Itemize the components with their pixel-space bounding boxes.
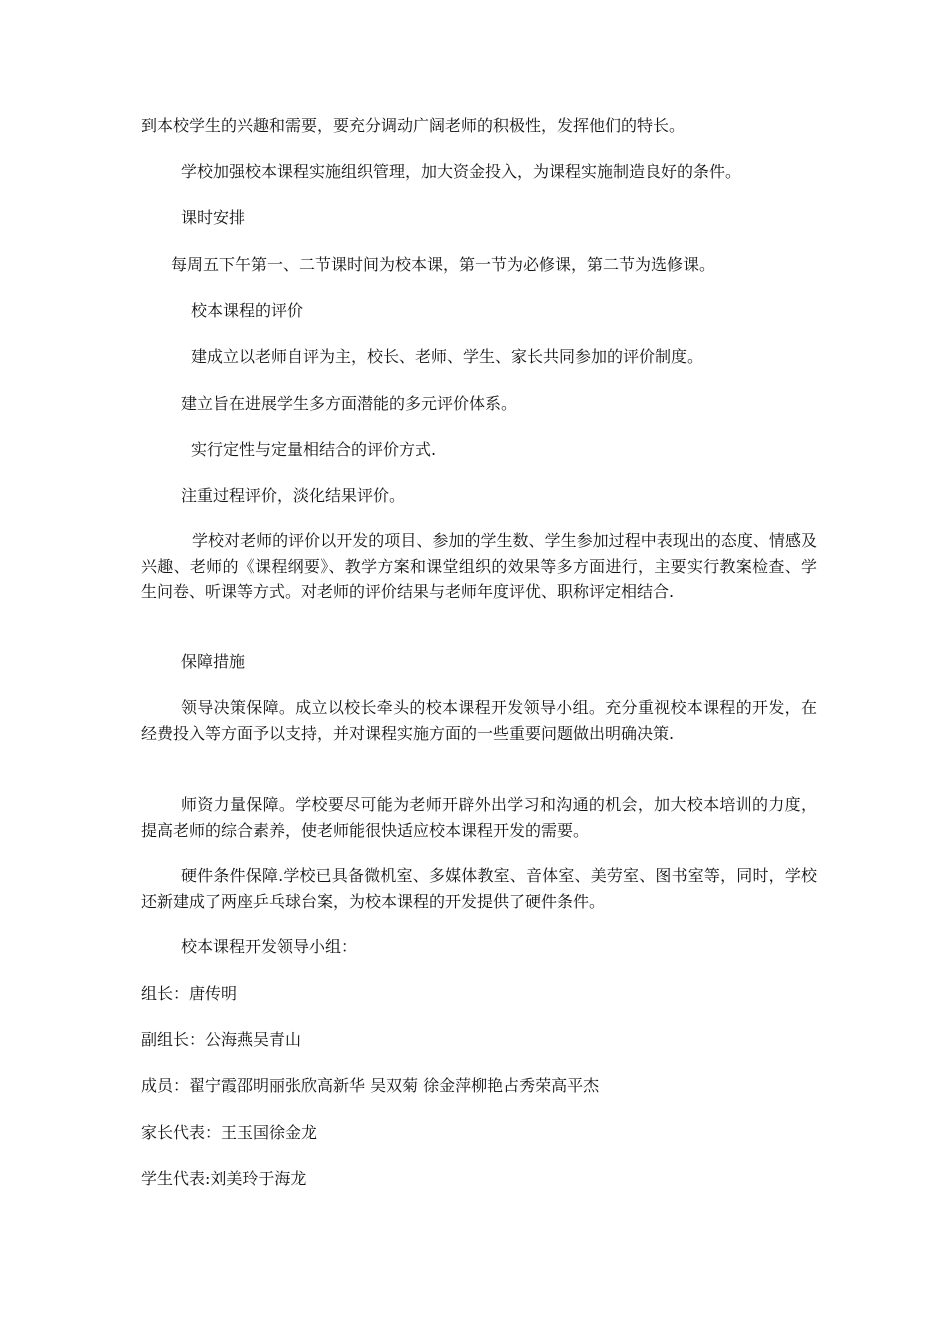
evaluation-item-3: 实行定性与定量相结合的评价方式. — [191, 440, 437, 459]
heading-guarantee: 保障措施 — [181, 652, 246, 671]
heading-schedule: 课时安排 — [181, 208, 246, 227]
group-vice-leader: 副组长：公海燕吴青山 — [141, 1030, 302, 1049]
student-representatives: 学生代表:刘美玲于海龙 — [141, 1169, 307, 1188]
paragraph-continuation: 到本校学生的兴趣和需要，要充分调动广阔老师的积极性，发挥他们的特长。 — [141, 116, 686, 135]
paragraph-management: 学校加强校本课程实施组织管理，加大资金投入，为课程实施制造良好的条件。 — [181, 162, 742, 181]
evaluation-item-2: 建立旨在进展学生多方面潜能的多元评价体系。 — [181, 394, 518, 413]
evaluation-teacher-paragraph: 学校对老师的评价以开发的项目、参加的学生数、学生参加过程中表现出的态度、情感及兴趣、老师的《课程纲要》、教学方案和课堂组织的效果等多方面进行，主要实行教案检查、学生问卷、听课等方式。对老师的评价结果与老师年度评优、职称评定相结合. — [141, 531, 817, 601]
group-leader: 组长：唐传明 — [141, 984, 238, 1003]
guarantee-leadership: 领导决策保障。成立以校长牵头的校本课程开发领导小组。充分重视校本课程的开发，在经费投入等方面予以支持，并对课程实施方面的一些重要问题做出明确决策. — [141, 698, 817, 743]
heading-evaluation: 校本课程的评价 — [191, 301, 304, 320]
evaluation-item-4: 注重过程评价，淡化结果评价。 — [181, 486, 406, 505]
guarantee-hardware: 硬件条件保障.学校已具备微机室、多媒体教室、音体室、美劳室、图书室等，同时，学校还新建成了两座乒乓球台案，为校本课程的开发提供了硬件条件。 — [141, 866, 817, 911]
group-members: 成员：翟宁霞邵明丽张欣高新华 吴双菊 徐金萍柳艳占秀荣高平杰 — [141, 1076, 600, 1095]
paragraph-schedule: 每周五下午第一、二节课时间为校本课，第一节为必修课，第二节为选修课。 — [171, 255, 716, 274]
parent-representatives: 家长代表：王玉国徐金龙 — [141, 1123, 318, 1142]
guarantee-teachers: 师资力量保障。学校要尽可能为老师开辟外出学习和沟通的机会，加大校本培训的力度，提高老师的综合素养，使老师能很快适应校本课程开发的需要。 — [141, 795, 817, 840]
heading-leading-group: 校本课程开发领导小组： — [181, 937, 358, 956]
evaluation-item-1: 建成立以老师自评为主，校长、老师、学生、家长共同参加的评价制度。 — [191, 347, 704, 366]
